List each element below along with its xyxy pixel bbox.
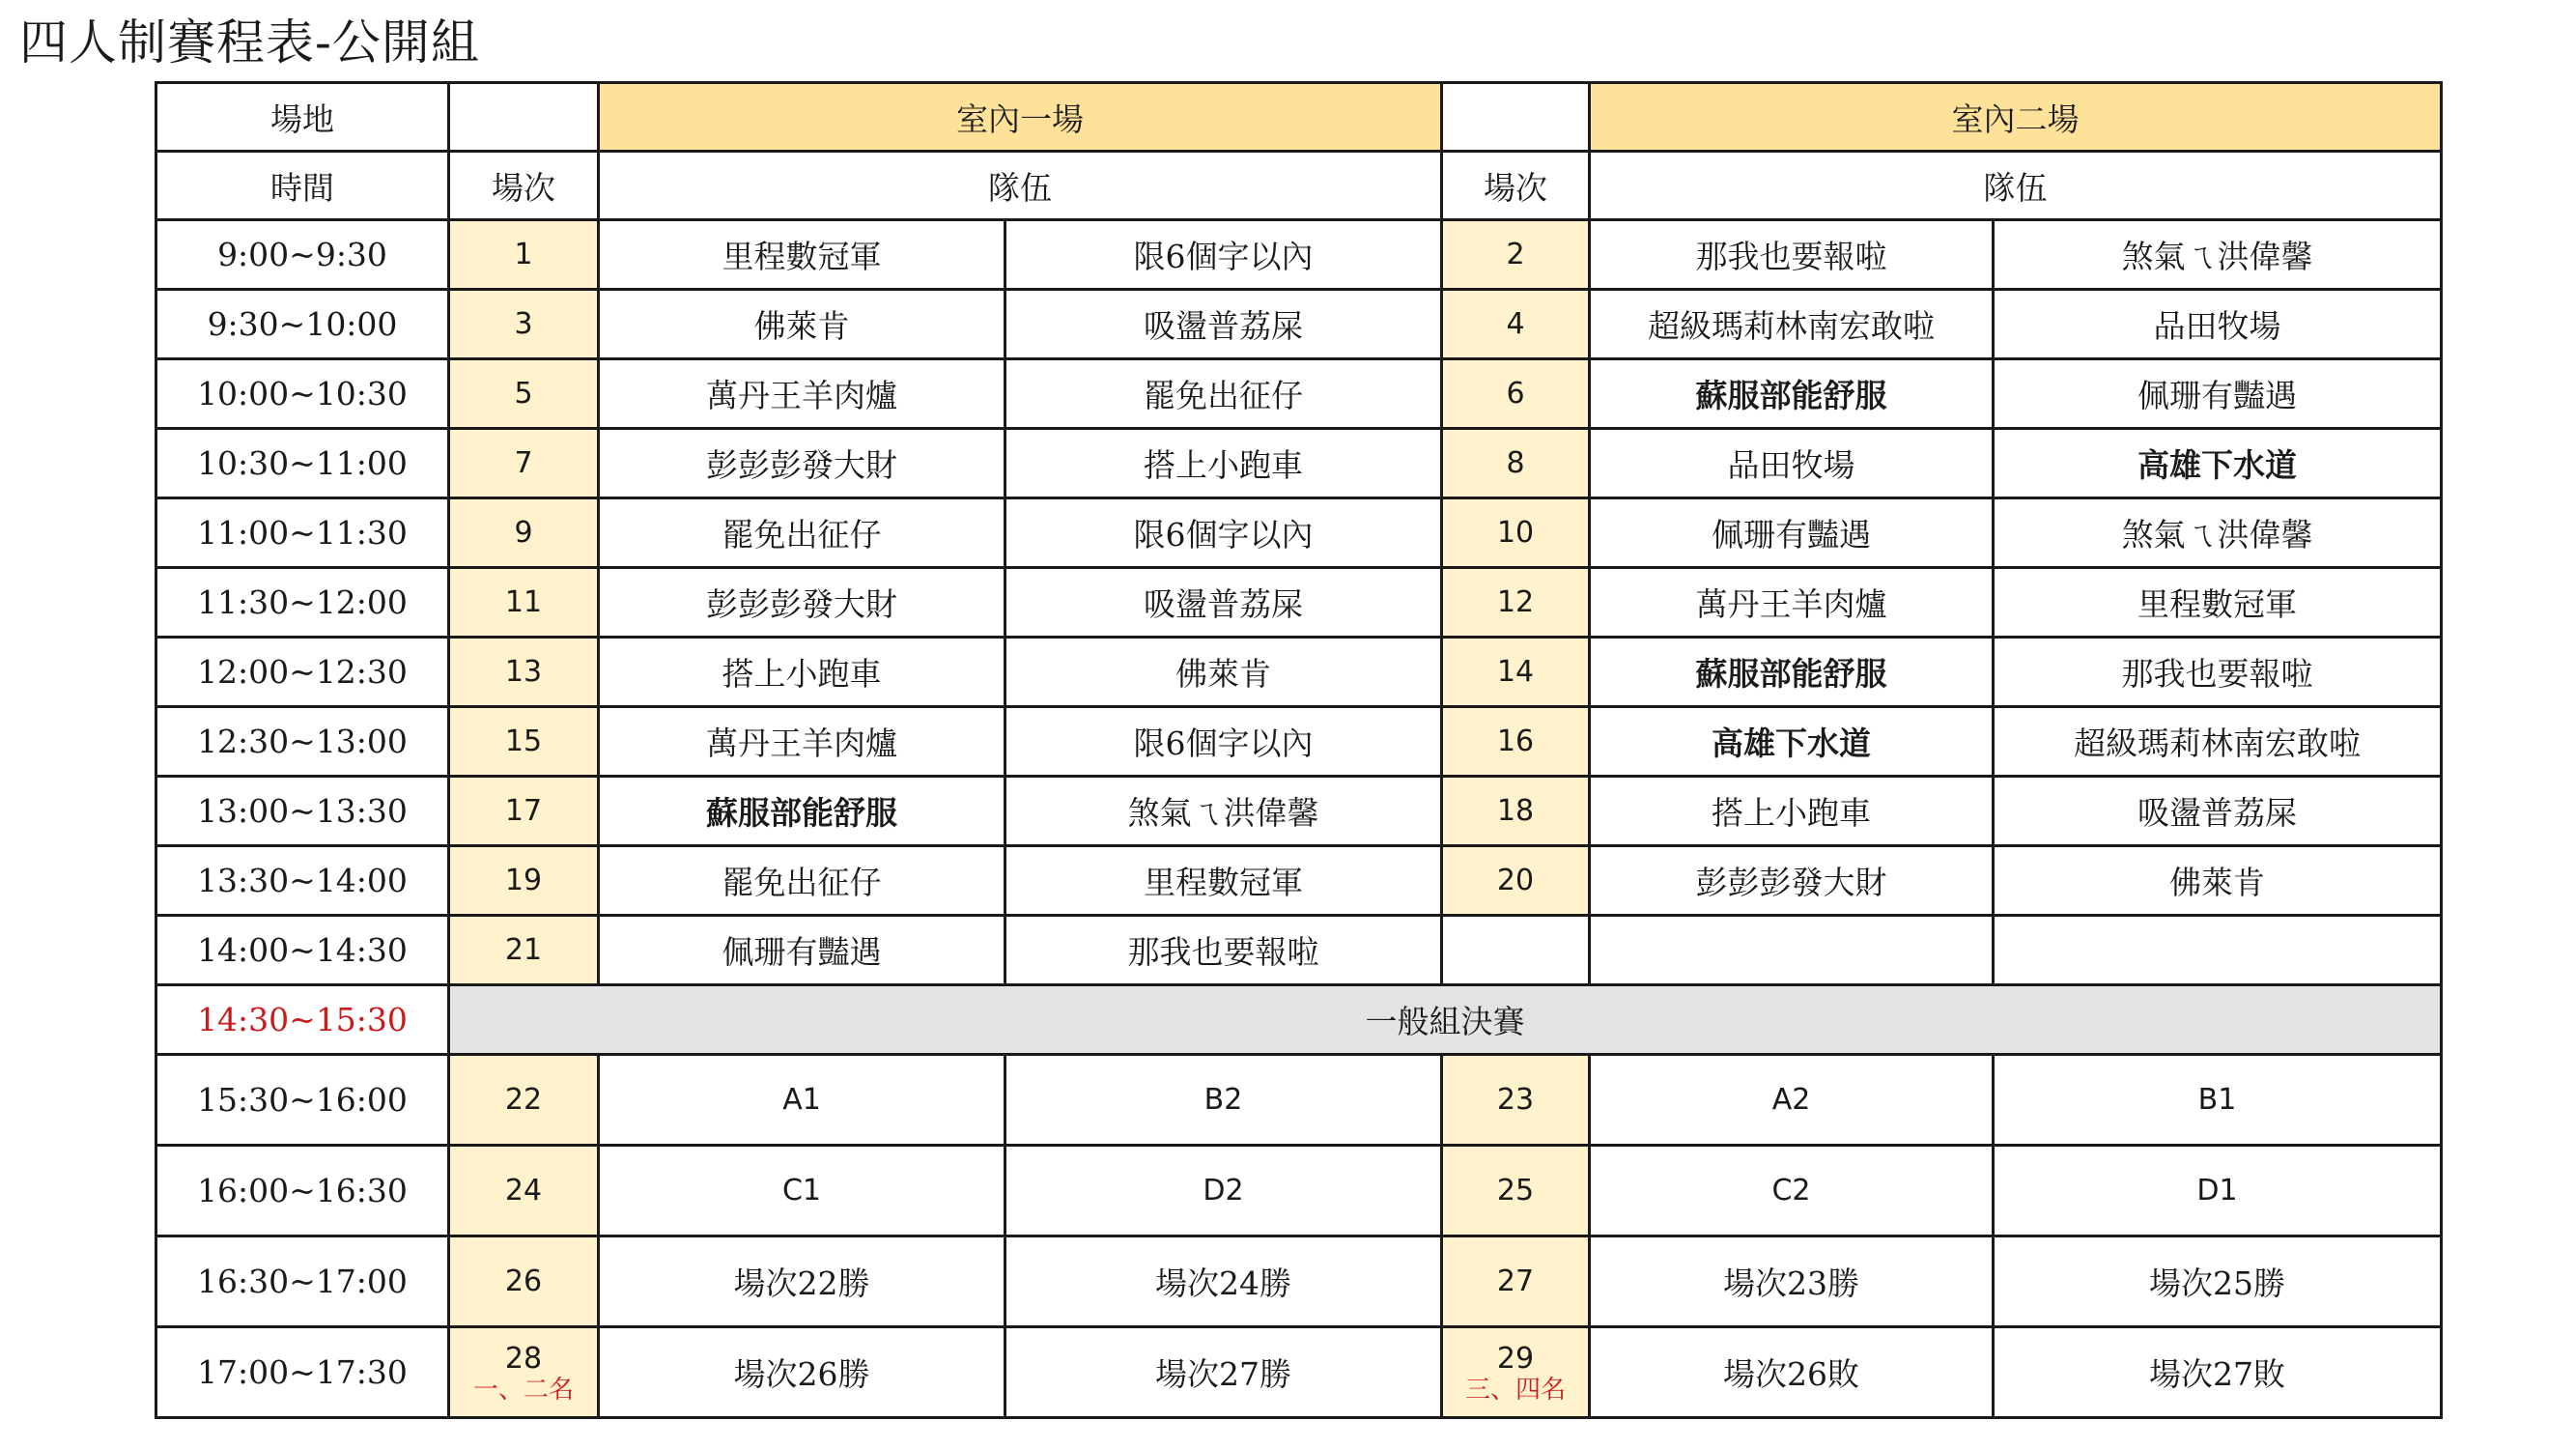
team-cell: C2: [1590, 1146, 1994, 1236]
team-cell: 搭上小跑車: [599, 638, 1005, 707]
team-cell: 煞氣ㄟ洪偉馨: [1994, 498, 2442, 568]
team-cell: [1994, 916, 2442, 985]
table-row: [156, 568, 2442, 638]
match-number-court2: 23: [1442, 1055, 1590, 1146]
time-cell: 15:30~16:00: [156, 1055, 449, 1146]
match-number-court2: 14: [1442, 638, 1590, 707]
team-cell: 場次25勝: [1994, 1236, 2442, 1327]
court2-header: 室內二場: [1590, 83, 2442, 152]
match-number-court1: 7: [449, 429, 599, 498]
team-cell: 蘇服部能舒服: [1590, 638, 1994, 707]
match-number-court2: 16: [1442, 707, 1590, 777]
team-cell: A1: [599, 1055, 1005, 1146]
time-cell: 16:00~16:30: [156, 1146, 449, 1236]
match-number-court2: 20: [1442, 846, 1590, 916]
match-number-court1: 3: [449, 290, 599, 359]
match-number: 28: [504, 1341, 543, 1376]
team-cell: 罷免出征仔: [599, 846, 1005, 916]
match-number-court1: 17: [449, 777, 599, 846]
time-cell: 9:30~10:00: [156, 290, 449, 359]
team-cell: 萬丹王羊肉爐: [599, 707, 1005, 777]
table-row: [156, 429, 2442, 498]
table-row: [156, 916, 2442, 985]
table-row: [156, 290, 2442, 359]
team-cell: B1: [1994, 1055, 2442, 1146]
team-cell: 場次27敗: [1994, 1327, 2442, 1418]
team-cell: D1: [1994, 1146, 2442, 1236]
team-cell: 萬丹王羊肉爐: [599, 359, 1005, 429]
match-number-court1: 5: [449, 359, 599, 429]
finals-row: [156, 1146, 2442, 1236]
team-cell: 搭上小跑車: [1005, 429, 1442, 498]
team-cell: 彭彭彭發大財: [1590, 846, 1994, 916]
team-cell: C1: [599, 1146, 1005, 1236]
team-cell: 場次24勝: [1005, 1236, 1442, 1327]
match-number-court2: 10: [1442, 498, 1590, 568]
header-row-columns: [156, 152, 2442, 220]
time-cell: 11:30~12:00: [156, 568, 449, 638]
team-cell: 煞氣ㄟ洪偉馨: [1005, 777, 1442, 846]
team-cell: 彭彭彭發大財: [599, 429, 1005, 498]
header-blank: [1442, 83, 1590, 152]
finals-row: [156, 1327, 2442, 1418]
team-cell: 吸盪普荔屎: [1994, 777, 2442, 846]
time-cell: 10:30~11:00: [156, 429, 449, 498]
finals-row: [156, 1236, 2442, 1327]
team-cell: 佩珊有豔遇: [1590, 498, 1994, 568]
time-cell: 14:00~14:30: [156, 916, 449, 985]
team-cell: 那我也要報啦: [1005, 916, 1442, 985]
placement-note: 三、四名: [1464, 1375, 1566, 1405]
time-cell: 17:00~17:30: [156, 1327, 449, 1418]
team-label-court2: 隊伍: [1590, 152, 2442, 220]
time-cell: 11:00~11:30: [156, 498, 449, 568]
team-cell: 那我也要報啦: [1994, 638, 2442, 707]
match-number-court1: 19: [449, 846, 599, 916]
team-cell: 蘇服部能舒服: [1590, 359, 1994, 429]
team-cell: 佛萊肯: [1005, 638, 1442, 707]
team-cell: 場次23勝: [1590, 1236, 1994, 1327]
team-cell: 蘇服部能舒服: [599, 777, 1005, 846]
table-row: [156, 498, 2442, 568]
team-cell: 罷免出征仔: [599, 498, 1005, 568]
team-cell: 場次22勝: [599, 1236, 1005, 1327]
time-cell: 10:00~10:30: [156, 359, 449, 429]
time-cell: 9:00~9:30: [156, 220, 449, 290]
team-cell: 煞氣ㄟ洪偉馨: [1994, 220, 2442, 290]
table-row: [156, 707, 2442, 777]
table-row: [156, 777, 2442, 846]
team-cell: 那我也要報啦: [1590, 220, 1994, 290]
team-cell: 超級瑪莉林南宏敢啦: [1590, 290, 1994, 359]
match-label-court2: 場次: [1442, 152, 1590, 220]
team-cell: 搭上小跑車: [1590, 777, 1994, 846]
team-cell: 高雄下水道: [1590, 707, 1994, 777]
time-cell: 16:30~17:00: [156, 1236, 449, 1327]
match-number-court1: 9: [449, 498, 599, 568]
page-title: 四人制賽程表-公開組: [19, 14, 480, 71]
match-number-court2: 12: [1442, 568, 1590, 638]
time-cell: 14:30~15:30: [156, 985, 449, 1055]
header-row-venue: [156, 83, 2442, 152]
team-cell: 萬丹王羊肉爐: [1590, 568, 1994, 638]
match-number-court1: 24: [449, 1146, 599, 1236]
team-cell: 彭彭彭發大財: [599, 568, 1005, 638]
match-label-court1: 場次: [449, 152, 599, 220]
table-row: [156, 220, 2442, 290]
match-number-court2: 8: [1442, 429, 1590, 498]
match-number-court1: 11: [449, 568, 599, 638]
table-row: [156, 638, 2442, 707]
match-number: 29: [1496, 1341, 1535, 1376]
team-cell: 場次26敗: [1590, 1327, 1994, 1418]
team-cell: 里程數冠軍: [1994, 568, 2442, 638]
match-number-court2: [1442, 1327, 1590, 1418]
court1-header: 室內一場: [599, 83, 1442, 152]
match-number-court1: 15: [449, 707, 599, 777]
match-number-court2: 25: [1442, 1146, 1590, 1236]
team-cell: 佩珊有豔遇: [1994, 359, 2442, 429]
team-cell: 品田牧場: [1590, 429, 1994, 498]
schedule-table: [155, 81, 2443, 1419]
team-cell: B2: [1005, 1055, 1442, 1146]
venue-label: 場地: [156, 83, 449, 152]
team-cell: 場次26勝: [599, 1327, 1005, 1418]
match-number-court2: 4: [1442, 290, 1590, 359]
match-number-court2: [1442, 916, 1590, 985]
team-cell: [1590, 916, 1994, 985]
finals-banner: 一般組決賽: [449, 985, 2442, 1055]
match-number-court1: 1: [449, 220, 599, 290]
time-cell: 13:30~14:00: [156, 846, 449, 916]
match-number-court1: 21: [449, 916, 599, 985]
team-cell: 品田牧場: [1994, 290, 2442, 359]
team-cell: 佛萊肯: [1994, 846, 2442, 916]
table-row: [156, 846, 2442, 916]
table-row: [156, 359, 2442, 429]
team-cell: A2: [1590, 1055, 1994, 1146]
match-number-court2: 6: [1442, 359, 1590, 429]
match-number-court1: [449, 1327, 599, 1418]
team-cell: 罷免出征仔: [1005, 359, 1442, 429]
team-cell: D2: [1005, 1146, 1442, 1236]
team-cell: 限6個字以內: [1005, 220, 1442, 290]
team-cell: 超級瑪莉林南宏敢啦: [1994, 707, 2442, 777]
team-cell: 佩珊有豔遇: [599, 916, 1005, 985]
team-cell: 場次27勝: [1005, 1327, 1442, 1418]
time-cell: 12:30~13:00: [156, 707, 449, 777]
finals-row: [156, 1055, 2442, 1146]
time-cell: 12:00~12:30: [156, 638, 449, 707]
placement-note: 一、二名: [472, 1375, 574, 1405]
team-cell: 限6個字以內: [1005, 498, 1442, 568]
team-cell: 吸盪普荔屎: [1005, 568, 1442, 638]
match-number-court1: 26: [449, 1236, 599, 1327]
match-number-court2: 18: [1442, 777, 1590, 846]
match-number-court1: 22: [449, 1055, 599, 1146]
time-label: 時間: [156, 152, 449, 220]
team-cell: 限6個字以內: [1005, 707, 1442, 777]
team-cell: 吸盪普荔屎: [1005, 290, 1442, 359]
match-number-court1: 13: [449, 638, 599, 707]
team-cell: 高雄下水道: [1994, 429, 2442, 498]
team-cell: 里程數冠軍: [599, 220, 1005, 290]
team-label-court1: 隊伍: [599, 152, 1442, 220]
time-cell: 13:00~13:30: [156, 777, 449, 846]
team-cell: 里程數冠軍: [1005, 846, 1442, 916]
match-number-court2: 2: [1442, 220, 1590, 290]
team-cell: 佛萊肯: [599, 290, 1005, 359]
match-number-court2: 27: [1442, 1236, 1590, 1327]
header-blank: [449, 83, 599, 152]
finals-break-row: [156, 985, 2442, 1055]
